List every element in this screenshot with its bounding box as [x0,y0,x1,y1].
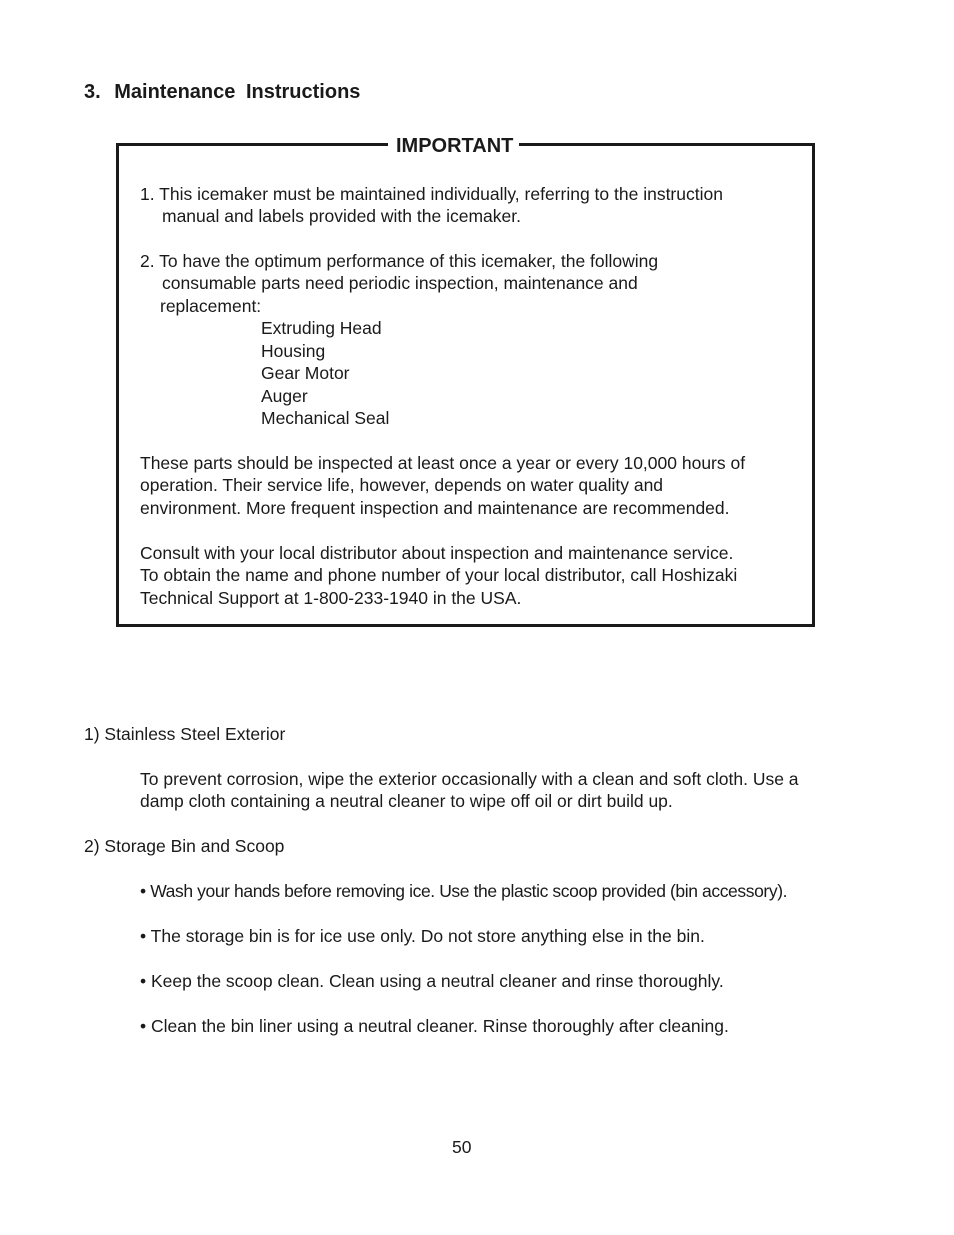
important-item-1-line-2: manual and labels provided with the icemaker. [162,206,521,226]
part-list-item: Gear Motor [261,363,350,383]
important-item-2-line-3: replacement: [160,296,262,316]
exterior-paragraph-line: To prevent corrosion, wipe the exterior occasionally with a clean and soft cloth. Use a [140,769,799,789]
section-title-word1: Maintenance [114,81,236,103]
important-item-2-line-1: 2. To have the optimum performance of this icemaker, the following [140,251,659,271]
inspection-paragraph-line: environment. More frequent inspection and maintenance are recommended. [140,498,730,518]
exterior-heading: 1) Stainless Steel Exterior [84,724,286,744]
section-title-word2: Instructions [245,81,361,103]
important-box-title: IMPORTANT [388,133,519,159]
part-list-item: Housing [261,341,326,361]
page-number: 50 [452,1137,472,1157]
exterior-paragraph-line: damp cloth containing a neutral cleaner to wipe off oil or dirt build up. [140,791,673,811]
section-number: 3. [84,81,101,103]
inspection-paragraph-line: These parts should be inspected at least once a year or every 10,000 hours of [140,453,746,473]
part-list-item: Mechanical Seal [261,408,390,428]
bin-heading: 2) Storage Bin and Scoop [84,836,285,856]
distributor-paragraph-line: Consult with your local distributor about inspection and maintenance service. [140,543,734,563]
important-item-1-line-1: 1. This icemaker must be maintained individually, referring to the instruction [140,184,723,204]
important-item-2-line-2: consumable parts need periodic inspection, maintenance and [162,273,638,293]
section-title [84,81,360,104]
part-list-item: Auger [261,386,308,406]
distributor-paragraph-line: To obtain the name and phone number of your local distributor, call Hoshizaki [140,565,738,585]
bin-bullet-item: • Clean the bin liner using a neutral cleaner. Rinse thoroughly after cleaning. [140,1016,729,1036]
bin-bullet-item: • Wash your hands before removing ice. Use the plastic scoop provided (bin accessory). [140,881,788,901]
part-list-item: Extruding Head [261,318,382,338]
bin-bullet-item: • The storage bin is for ice use only. Do not store anything else in the bin. [140,926,705,946]
distributor-paragraph-line: Technical Support at 1-800-233-1940 in the USA. [140,588,522,608]
inspection-paragraph-line: operation. Their service life, however, depends on water quality and [140,475,664,495]
bin-bullet-item: • Keep the scoop clean. Clean using a neutral cleaner and rinse thoroughly. [140,971,724,991]
